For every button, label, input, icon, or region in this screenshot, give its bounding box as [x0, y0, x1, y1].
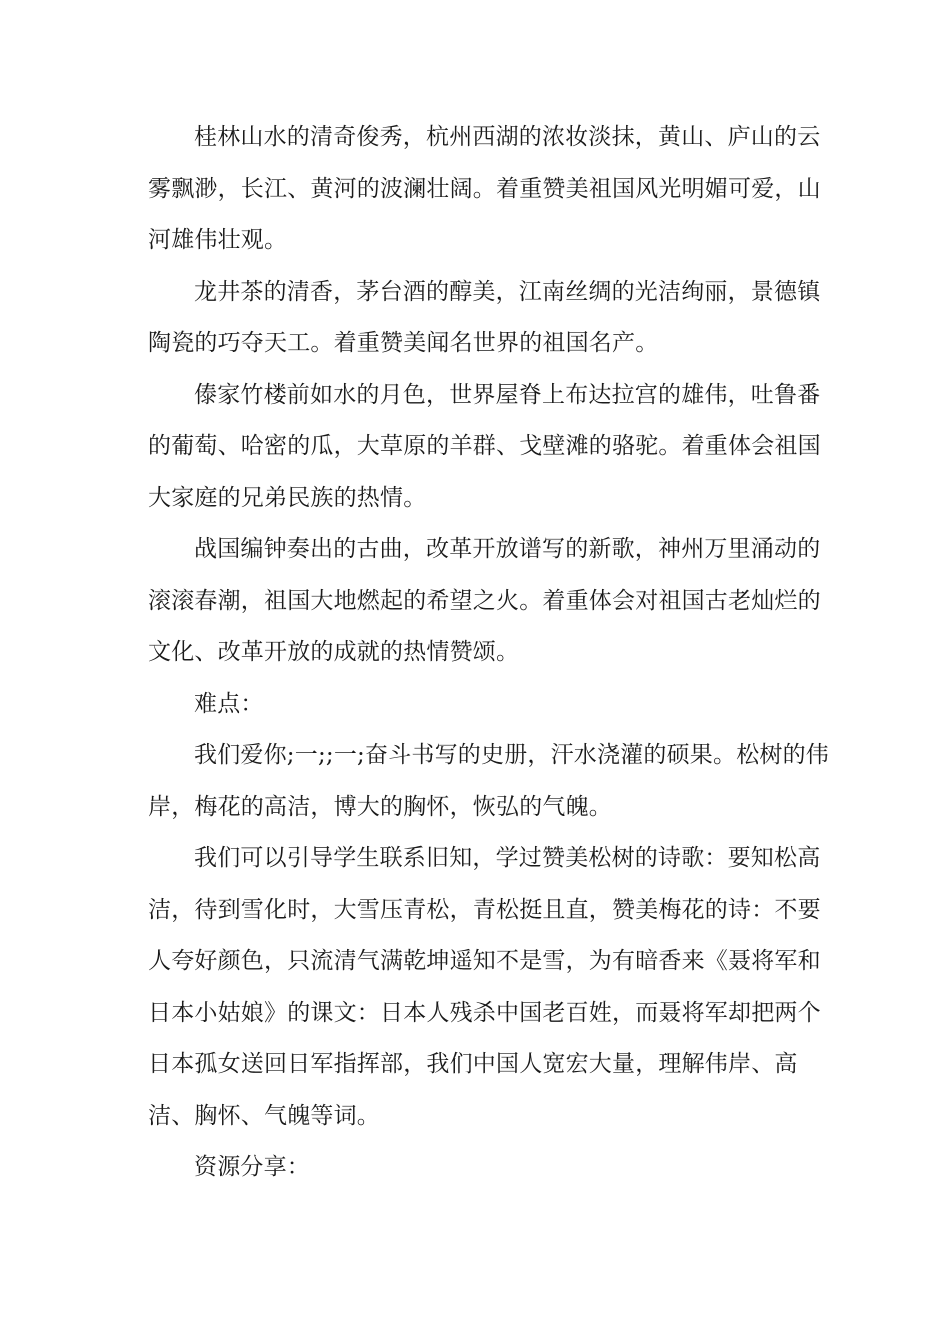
text-line: 陶瓷的巧夺天工。着重赞美闻名世界的祖国名产。: [148, 330, 659, 356]
text-line: 日本孤女送回日军指挥部，我们中国人宽宏大量，理解伟岸、高: [148, 1051, 798, 1077]
paragraph-we-love-you: [148, 730, 829, 833]
paragraph-scenery: [148, 112, 821, 267]
paragraph-products: [148, 267, 821, 370]
text-line: 人夸好颜色，只流清气满乾坤遥知不是雪，为有暗香来《聂将军和: [148, 948, 821, 974]
heading-resource-sharing: [148, 1142, 800, 1194]
paragraph-ethnic-groups: [148, 370, 821, 525]
text-line: 日本小姑娘》的课文：日本人残杀中国老百姓，而聂将军却把两个: [148, 999, 821, 1026]
text-line: 洁，待到雪化时，大雪压青松，青松挺且直，赞美梅花的诗：不要: [148, 896, 821, 923]
text-line: 洁、胸怀、气魄等词。: [148, 1102, 380, 1129]
text-line: 资源分享：: [194, 1154, 310, 1180]
heading-difficulty: [148, 679, 800, 731]
text-line: 龙井茶的清香，茅台酒的醇美，江南丝绸的光洁绚丽，景德镇: [194, 278, 821, 305]
text-line: 大家庭的兄弟民族的热情。: [148, 484, 427, 511]
document-body: [148, 112, 829, 1194]
text-line: 桂林山水的清奇俊秀，杭州西湖的浓妆淡抹，黄山、庐山的云: [194, 124, 821, 150]
text-line: 傣家竹楼前如水的月色，世界屋脊上布达拉宫的雄伟，吐鲁番: [194, 381, 821, 408]
paragraph-guidance: [148, 833, 821, 1142]
text-line: 的葡萄、哈密的瓜，大草原的羊群、戈壁滩的骆驼。着重体会祖国: [148, 433, 821, 459]
text-line: 滚滚春潮，祖国大地燃起的希望之火。着重体会对祖国古老灿烂的: [148, 587, 821, 614]
text-line: 河雄伟壮观。: [148, 227, 288, 253]
paragraph-culture: [148, 524, 821, 679]
text-line: 战国编钟奏出的古曲，改革开放谱写的新歌，神州万里涌动的: [194, 536, 821, 562]
text-line: 文化、改革开放的成就的热情赞颂。: [148, 639, 520, 665]
text-line: 我们爱你;一;;一;奋斗书写的史册，汗水浇灌的硕果。松树的伟: [194, 742, 829, 768]
text-line: 难点：: [194, 690, 264, 717]
text-line: 我们可以引导学生联系旧知，学过赞美松树的诗歌：要知松高: [194, 845, 821, 871]
text-line: 岸，梅花的高洁，博大的胸怀，恢弘的气魄。: [148, 793, 612, 820]
text-line: 雾飘渺，长江、黄河的波澜壮阔。着重赞美祖国风光明媚可爱，山: [148, 175, 821, 202]
